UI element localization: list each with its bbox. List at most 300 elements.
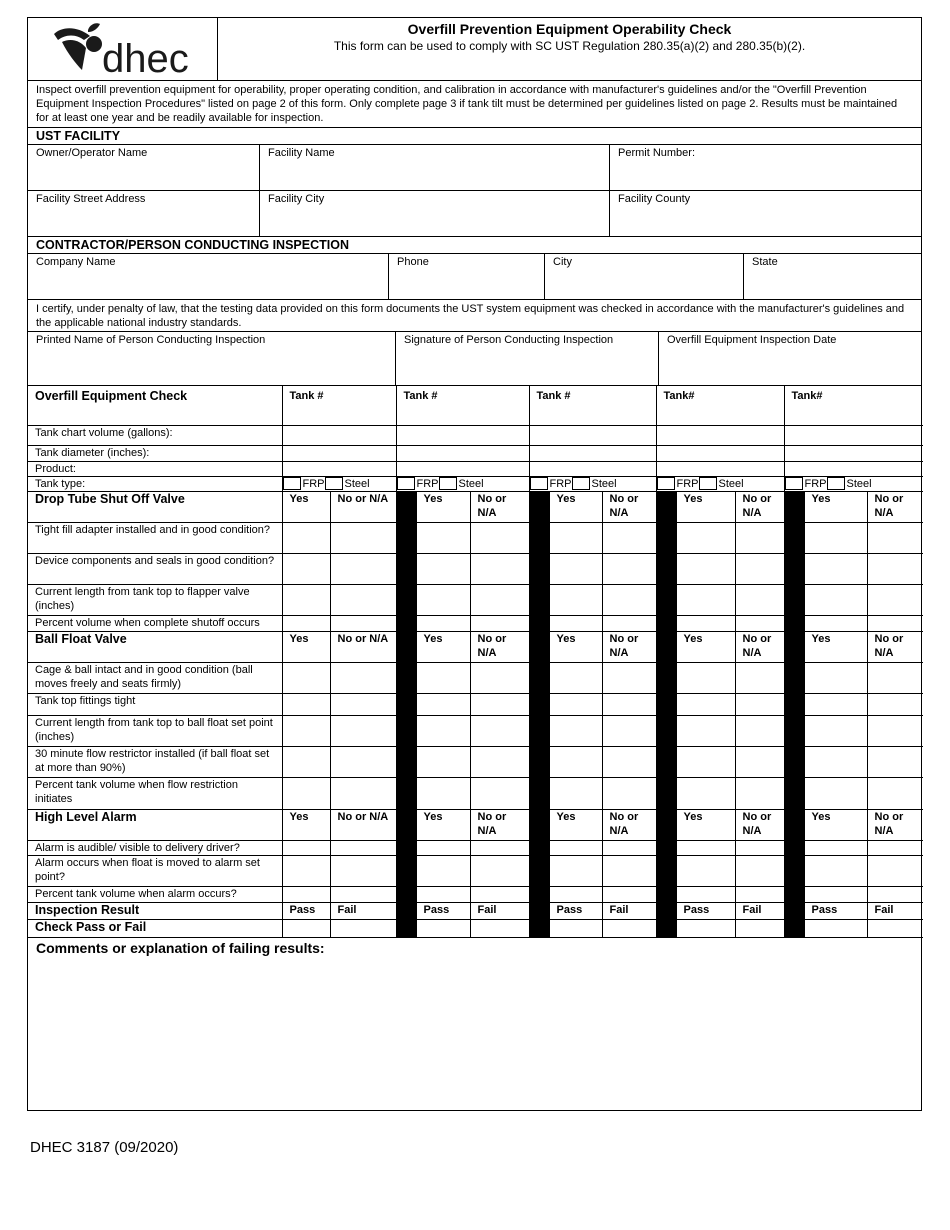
yes-cell[interactable] [549,662,602,693]
check-item-row [28,553,923,584]
high-level-alarm [28,809,923,840]
check-item-label: Tank top fittings tight [28,693,282,715]
frp-label: FRP [676,477,699,490]
yes-cell[interactable] [804,919,867,937]
divider-bar [396,631,416,662]
divider-bar [784,902,804,919]
tank-value-field[interactable] [529,461,656,476]
facility-name-field[interactable] [260,145,610,190]
frp-label: FRP [302,477,325,490]
no-na-cell[interactable] [470,662,529,693]
yes-cell[interactable] [676,840,735,855]
yes-cell[interactable] [676,662,735,693]
state-label: State [752,256,778,268]
tank-type-options [282,476,396,491]
no-na-cell[interactable] [735,522,784,553]
tank-value-field[interactable] [282,461,396,476]
no-na-cell[interactable] [602,693,656,715]
yes-cell[interactable] [549,746,602,777]
state-field[interactable] [744,254,921,299]
yes-cell[interactable] [549,553,602,584]
check-item-label: Percent tank volume when alarm occurs? [28,886,282,902]
divider-bar [656,840,676,855]
no-na-cell[interactable] [735,919,784,937]
yes-cell[interactable] [282,746,330,777]
yes-cell[interactable] [416,855,470,886]
divider-bar [396,919,416,937]
check-item-label: Device components and seals in good condition? [28,553,282,584]
tank-value-field[interactable] [784,461,923,476]
yes-cell[interactable] [282,840,330,855]
divider-bar [529,693,549,715]
ball-float [28,631,923,662]
permit-number-label: Permit Number: [618,147,696,159]
yes-column-label: Pass [416,902,470,919]
divider-bar [784,809,804,840]
divider-bar [656,902,676,919]
yes-column-label: Yes [804,809,867,840]
check-item-row [28,522,923,553]
divider-bar [396,522,416,553]
no-na-cell[interactable] [735,886,784,902]
frp-checkbox[interactable] [283,477,301,490]
tank-value-field[interactable] [396,425,529,445]
yes-column-label: Pass [676,902,735,919]
no-na-column-label: No or N/A [735,631,784,662]
no-na-cell[interactable] [330,584,396,615]
yes-cell[interactable] [804,746,867,777]
divider-bar [656,777,676,809]
steel-checkbox[interactable] [572,477,590,490]
no-na-cell[interactable] [735,584,784,615]
instructions-text: Inspect overfill prevention equipment for operability, proper operating condition, and calibration in accordance with manufacturer's guidelines and/or the "Overfill Prevention Equipment Inspection Procedures" listed on page 2 of this form. Only complete page 3 if tank tilt must be determined per guidelines listed on page 2. Results must be maintained for at least one year and be readily available for inspection. [36,84,898,124]
divider-bar [784,886,804,902]
steel-checkbox[interactable] [827,477,845,490]
no-na-cell[interactable] [602,840,656,855]
no-na-column-label: No or N/A [330,809,396,840]
divider-bar [656,662,676,693]
tank-value-field[interactable] [656,461,784,476]
comments-area[interactable] [28,938,921,1110]
no-na-cell[interactable] [470,777,529,809]
yes-cell[interactable] [676,693,735,715]
check-item-label: Percent tank volume when flow restriction initiates [28,777,282,809]
yes-cell[interactable] [676,553,735,584]
frp-label: FRP [416,477,439,490]
yes-cell[interactable] [804,553,867,584]
no-na-cell[interactable] [735,777,784,809]
no-na-cell[interactable] [470,715,529,746]
divider-bar [529,584,549,615]
no-na-column-label: No or N/A [330,631,396,662]
frp-checkbox[interactable] [530,477,548,490]
yes-cell[interactable] [416,584,470,615]
printed-name-field[interactable] [28,332,396,385]
no-na-cell[interactable] [470,855,529,886]
tank-value-field[interactable] [282,425,396,445]
form-header [28,18,921,81]
no-na-cell[interactable] [735,746,784,777]
yes-cell[interactable] [804,662,867,693]
no-na-cell[interactable] [735,855,784,886]
tank-diameter-label: Tank diameter (inches): [28,445,282,461]
no-na-cell[interactable] [330,715,396,746]
divider-bar [529,886,549,902]
yes-cell[interactable] [804,584,867,615]
yes-cell[interactable] [804,615,867,631]
yes-cell[interactable] [416,522,470,553]
comments-heading: Comments or explanation of failing results: [36,939,325,956]
no-na-column-label: No or N/A [735,491,784,522]
no-na-cell[interactable] [735,615,784,631]
no-na-column-label: Fail [602,902,656,919]
yes-cell[interactable] [549,615,602,631]
yes-cell[interactable] [416,662,470,693]
no-na-cell[interactable] [470,886,529,902]
check-item-label: Current length from tank top to ball float set point (inches) [28,715,282,746]
yes-cell[interactable] [676,522,735,553]
form-number-footer: DHEC 3187 (09/2020) [30,1139,179,1156]
permit-number-field[interactable] [610,145,921,190]
yes-cell[interactable] [804,886,867,902]
yes-cell[interactable] [282,919,330,937]
divider-bar [529,491,549,522]
divider-bar [784,491,804,522]
yes-cell[interactable] [549,693,602,715]
tank-value-field[interactable] [396,445,529,461]
divider-bar [529,777,549,809]
tank-number-field[interactable]: Tank# [656,386,784,425]
yes-cell[interactable] [282,886,330,902]
yes-cell[interactable] [282,855,330,886]
no-na-cell[interactable] [867,693,923,715]
no-na-cell[interactable] [330,522,396,553]
yes-cell[interactable] [282,522,330,553]
no-na-cell[interactable] [470,615,529,631]
tank-value-field[interactable] [656,445,784,461]
no-na-cell[interactable] [330,777,396,809]
divider-bar [656,855,676,886]
yes-cell[interactable] [804,522,867,553]
yes-cell[interactable] [416,615,470,631]
check-item-label: 30 minute flow restrictor installed (if ball float set at more than 90%) [28,746,282,777]
check-item-label: Current length from tank top to flapper valve (inches) [28,584,282,615]
yes-cell[interactable] [676,715,735,746]
form-title-block [218,18,921,80]
yes-column-label: Yes [804,631,867,662]
no-na-cell[interactable] [330,746,396,777]
yes-cell[interactable] [549,840,602,855]
yes-cell[interactable] [416,553,470,584]
yes-cell[interactable] [416,919,470,937]
check-item-row [28,584,923,615]
yes-column-label: Yes [416,631,470,662]
no-na-cell[interactable] [867,886,923,902]
divider-bar [784,584,804,615]
certification-row [28,300,921,332]
no-na-column-label: No or N/A [602,631,656,662]
phone-label: Phone [397,256,429,268]
facility-county-label: Facility County [618,193,691,205]
yes-cell[interactable] [416,715,470,746]
contractor-city-label: City [553,256,572,268]
check-item-row [28,715,923,746]
certification-text: I certify, under penalty of law, that the testing data provided on this form documents the UST system equipment was checked in accordance with the manufacturer's guidelines and the applicable national industry standards. [36,303,905,329]
yes-cell[interactable] [549,522,602,553]
dhec-logo [28,18,218,80]
no-na-cell[interactable] [470,584,529,615]
no-na-cell[interactable] [735,840,784,855]
info-row [28,425,923,445]
no-na-cell[interactable] [470,553,529,584]
no-na-cell[interactable] [735,715,784,746]
no-na-column-label: No or N/A [470,491,529,522]
no-na-cell[interactable] [867,777,923,809]
divider-bar [784,855,804,886]
no-na-cell[interactable] [867,615,923,631]
no-na-cell[interactable] [735,662,784,693]
contractor-heading: CONTRACTOR/PERSON CONDUCTING INSPECTION [36,238,349,252]
yes-cell[interactable] [676,584,735,615]
no-na-cell[interactable] [602,553,656,584]
divider-bar [529,631,549,662]
divider-bar [529,855,549,886]
company-name-field[interactable] [28,254,389,299]
yes-cell[interactable] [804,840,867,855]
yes-cell[interactable] [282,584,330,615]
divider-bar [656,631,676,662]
inspection-result-heading: Inspection Result [28,902,282,919]
no-na-cell[interactable] [602,584,656,615]
no-na-cell[interactable] [602,777,656,809]
no-na-column-label: Fail [867,902,923,919]
divider-bar [396,855,416,886]
steel-checkbox[interactable] [699,477,717,490]
check-item-label: Tight fill adapter installed and in good condition? [28,522,282,553]
yes-cell[interactable] [549,886,602,902]
facility-city-field[interactable] [260,191,610,236]
inspection-date-field[interactable] [659,332,921,385]
yes-column-label: Yes [416,491,470,522]
yes-cell[interactable] [282,553,330,584]
ust-facility-row-2 [28,191,921,237]
divider-bar [784,615,804,631]
frp-checkbox[interactable] [785,477,803,490]
no-na-cell[interactable] [602,662,656,693]
no-na-cell[interactable] [330,855,396,886]
tank-number-field[interactable]: Tank # [529,386,656,425]
svg-text:dhec: dhec [101,37,189,78]
divider-bar [396,840,416,855]
no-na-cell[interactable] [470,840,529,855]
divider-bar [656,491,676,522]
signature-field[interactable] [396,332,659,385]
frp-label: FRP [804,477,827,490]
yes-cell[interactable] [676,777,735,809]
signature-row [28,332,921,386]
check-item-label: Check Pass or Fail [28,919,282,937]
yes-column-label: Yes [549,631,602,662]
divider-bar [656,693,676,715]
owner-operator-label: Owner/Operator Name [36,147,148,159]
ust-facility-heading-row [28,128,921,145]
yes-cell[interactable] [804,715,867,746]
divider-bar [396,746,416,777]
divider-bar [656,886,676,902]
yes-cell[interactable] [549,777,602,809]
no-na-cell[interactable] [867,855,923,886]
owner-operator-field[interactable] [28,145,260,190]
no-na-cell[interactable] [330,886,396,902]
steel-checkbox[interactable] [325,477,343,490]
yes-cell[interactable] [676,919,735,937]
facility-city-label: Facility City [268,193,325,205]
yes-cell[interactable] [282,715,330,746]
yes-cell[interactable] [416,886,470,902]
facility-county-field[interactable] [610,191,921,236]
drop-tube-heading: Drop Tube Shut Off Valve [28,491,282,522]
tank-value-field[interactable] [784,445,923,461]
divider-bar [529,809,549,840]
tank-value-field[interactable] [529,425,656,445]
yes-cell[interactable] [676,615,735,631]
phone-field[interactable] [389,254,545,299]
no-na-cell[interactable] [867,840,923,855]
yes-cell[interactable] [282,615,330,631]
yes-cell[interactable] [804,693,867,715]
overfill-check-heading: Overfill Equipment Check [28,386,282,425]
frp-checkbox[interactable] [657,477,675,490]
yes-cell[interactable] [416,693,470,715]
no-na-cell[interactable] [735,693,784,715]
no-na-cell[interactable] [470,522,529,553]
no-na-cell[interactable] [470,746,529,777]
no-na-cell[interactable] [867,584,923,615]
steel-label: Steel [458,477,484,490]
tank-type-options [784,476,923,491]
divider-bar [396,491,416,522]
yes-cell[interactable] [282,693,330,715]
no-na-cell[interactable] [330,662,396,693]
tank-type-row [28,476,923,491]
divider-bar [784,840,804,855]
tank-value-field[interactable] [282,445,396,461]
no-na-column-label: No or N/A [602,491,656,522]
frp-checkbox[interactable] [397,477,415,490]
yes-cell[interactable] [549,584,602,615]
tank-value-field[interactable] [529,445,656,461]
divider-bar [784,919,804,937]
drop-tube [28,491,923,522]
tank-type-options [656,476,784,491]
yes-cell[interactable] [282,662,330,693]
divider-bar [396,693,416,715]
frp-label: FRP [549,477,572,490]
yes-cell[interactable] [676,746,735,777]
no-na-cell[interactable] [330,919,396,937]
tank-value-field[interactable] [784,425,923,445]
tank-type-options [529,476,656,491]
info-row [28,461,923,476]
no-na-cell[interactable] [470,693,529,715]
no-na-cell[interactable] [330,693,396,715]
no-na-cell[interactable] [330,840,396,855]
yes-cell[interactable] [416,746,470,777]
divider-bar [784,746,804,777]
check-item-row [28,840,923,855]
contractor-city-field[interactable] [545,254,744,299]
yes-cell[interactable] [549,919,602,937]
no-na-cell[interactable] [867,522,923,553]
divider-bar [529,840,549,855]
tank-value-field[interactable] [396,461,529,476]
yes-cell[interactable] [549,715,602,746]
no-na-cell[interactable] [602,855,656,886]
no-na-cell[interactable] [330,615,396,631]
no-na-cell[interactable] [602,886,656,902]
check-item-row [28,886,923,902]
yes-cell[interactable] [282,777,330,809]
tank-value-field[interactable] [656,425,784,445]
divider-bar [396,886,416,902]
tank-number-field[interactable]: Tank# [784,386,923,425]
check-item-label: Alarm is audible/ visible to delivery driver? [28,840,282,855]
overfill-form [27,17,922,1111]
divider-bar [656,553,676,584]
no-na-column-label: Fail [330,902,396,919]
divider-bar [784,777,804,809]
yes-cell[interactable] [416,840,470,855]
yes-cell[interactable] [804,777,867,809]
no-na-cell[interactable] [602,522,656,553]
no-na-cell[interactable] [867,715,923,746]
no-na-cell[interactable] [867,553,923,584]
no-na-cell[interactable] [602,746,656,777]
no-na-cell[interactable] [867,919,923,937]
yes-cell[interactable] [549,855,602,886]
facility-name-label: Facility Name [268,147,335,159]
steel-checkbox[interactable] [439,477,457,490]
divider-bar [529,662,549,693]
no-na-cell[interactable] [470,919,529,937]
divider-bar [529,553,549,584]
street-address-field[interactable] [28,191,260,236]
no-na-cell[interactable] [602,715,656,746]
no-na-cell[interactable] [735,553,784,584]
yes-cell[interactable] [676,886,735,902]
no-na-column-label: No or N/A [602,809,656,840]
divider-bar [396,809,416,840]
yes-cell[interactable] [676,855,735,886]
tank-number-field[interactable]: Tank # [282,386,396,425]
no-na-cell[interactable] [867,662,923,693]
no-na-column-label: No or N/A [470,631,529,662]
tank-number-field[interactable]: Tank # [396,386,529,425]
divider-bar [656,919,676,937]
divider-bar [396,902,416,919]
no-na-cell[interactable] [330,553,396,584]
yes-cell[interactable] [416,777,470,809]
divider-bar [529,615,549,631]
yes-cell[interactable] [804,855,867,886]
no-na-cell[interactable] [867,746,923,777]
no-na-cell[interactable] [602,919,656,937]
no-na-cell[interactable] [602,615,656,631]
high-level-alarm-heading: High Level Alarm [28,809,282,840]
no-na-column-label: No or N/A [330,491,396,522]
no-na-column-label: No or N/A [470,809,529,840]
yes-column-label: Pass [549,902,602,919]
